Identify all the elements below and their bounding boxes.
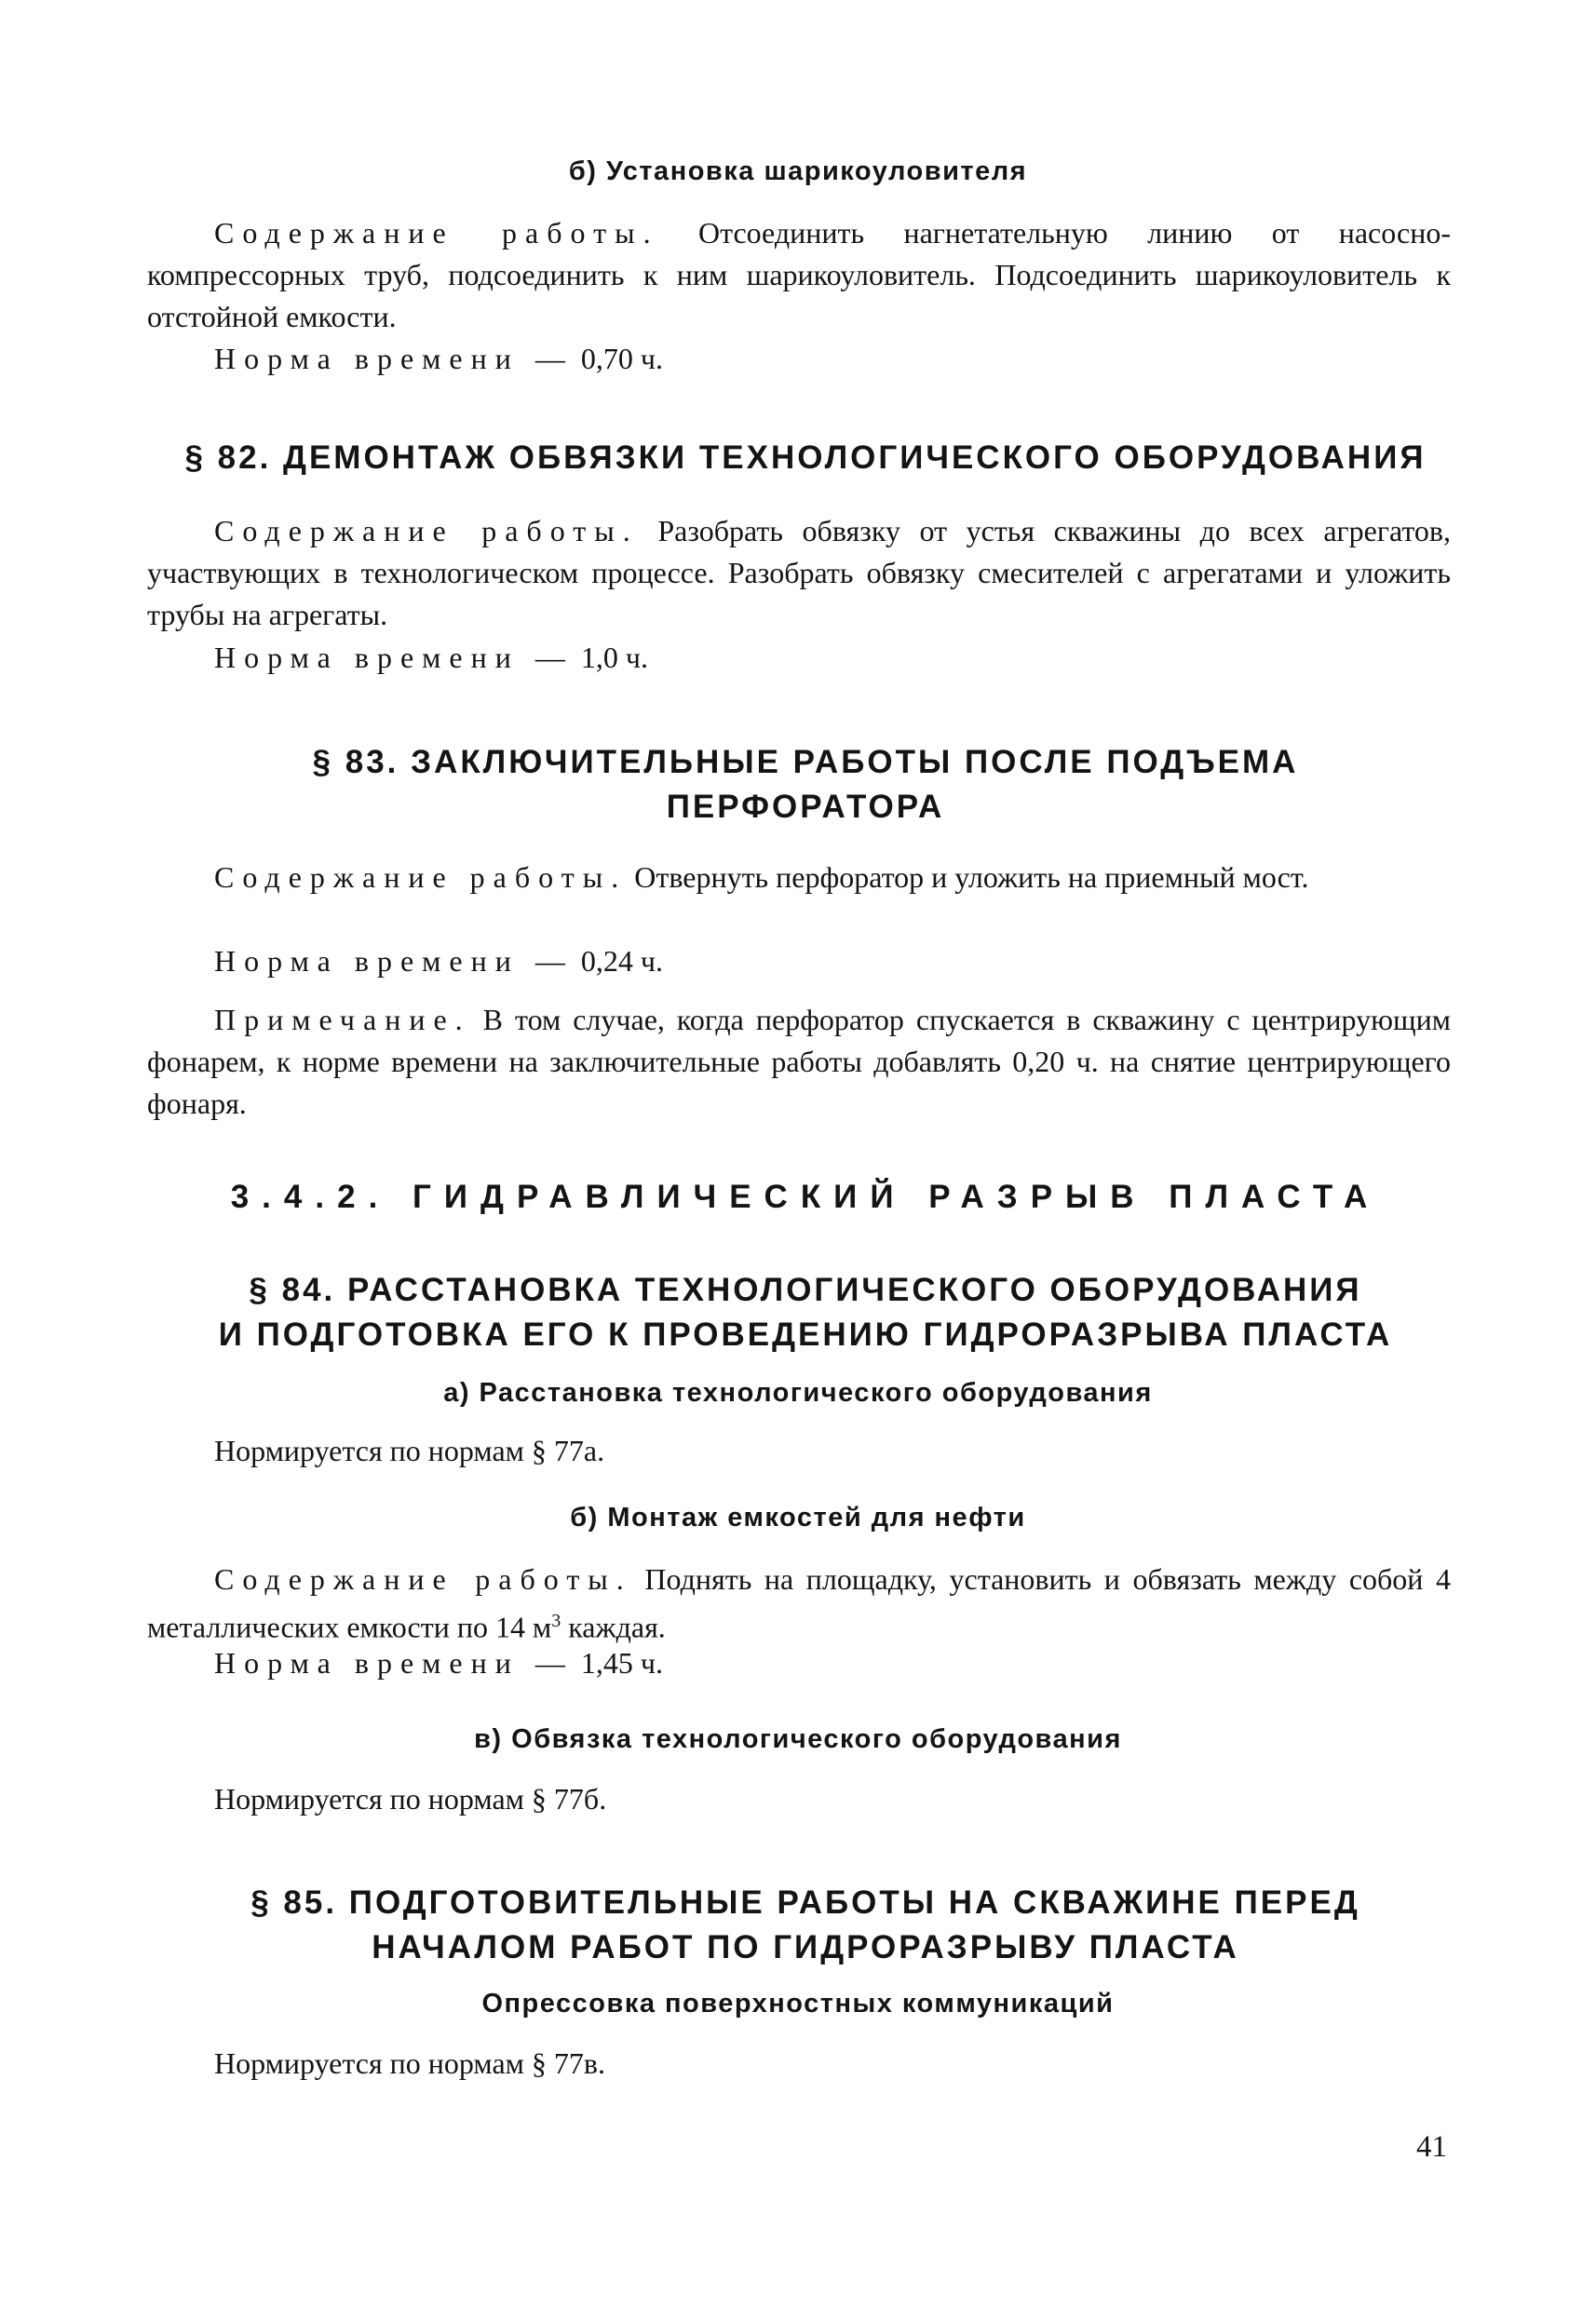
- section-85-title: [177, 1881, 1434, 1970]
- section-84-title: [177, 1268, 1434, 1357]
- section-83-title-line2: ПЕРФОРАТОРА: [666, 789, 945, 825]
- s82-content-paragraph: [147, 510, 1451, 636]
- s83-note-paragraph: [147, 999, 1451, 1125]
- s81b-time-norm: [214, 338, 1453, 380]
- page-number: 41: [1416, 2130, 1447, 2164]
- section-82-title: § 82. ДЕМОНТАЖ ОБВЯЗКИ ТЕХНОЛОГИЧЕСКОГО ОБОРУДОВАНИЯ: [184, 439, 1427, 476]
- chapter-342-title: 3.4.2. ГИДРАВЛИЧЕСКИЙ РАЗРЫВ ПЛАСТА: [230, 1179, 1381, 1215]
- s83-content-text: Отвернуть перфоратор и уложить на приемный мост.: [634, 860, 1309, 894]
- content-label: Содержание работы.: [214, 1562, 632, 1596]
- content-label: Содержание работы.: [214, 860, 628, 894]
- subsection-title-ball-catcher: б) Установка шарикоуловителя: [568, 156, 1028, 186]
- s81b-time-norm-value: 0,70 ч.: [580, 342, 663, 375]
- s84-sub-v-title: в) Обвязка технологического оборудования: [474, 1724, 1122, 1754]
- section-84-title-line1: § 84. РАССТАНОВКА ТЕХНОЛОГИЧЕСКОГО ОБОРУДОВАНИЯ: [249, 1272, 1362, 1308]
- s83-content-paragraph: [147, 857, 1451, 898]
- section-85-title-line2: НАЧАЛОМ РАБОТ ПО ГИДРОРАЗРЫВУ ПЛАСТА: [372, 1929, 1239, 1965]
- s84-sub-a-text: Нормируется по нормам § 77а.: [214, 1434, 605, 1467]
- time-norm-label: Норма времени —: [214, 944, 574, 978]
- s84-sub-a-title: а) Расстановка технологического оборудования: [443, 1378, 1153, 1408]
- superscript-3: 3: [551, 1611, 561, 1631]
- s84-sub-b-content-paragraph: [147, 1559, 1451, 1649]
- s82-content-text: Разобрать обвязку от устья скважины до всех агрегатов, участвующих в технологическом процессе. Разобрать обвязку смесителей с агрегатами и уложить трубы на агрегаты.: [147, 514, 1452, 631]
- s84-sub-b-content-tail: каждая.: [561, 1610, 666, 1644]
- s81b-content-text: Отсоединить нагнетательную линию от насосно-компрессорных труб, подсоединить к ним шарикоуловитель. Подсоединить шарикоуловитель к отстойной емкости.: [147, 216, 1451, 333]
- s84-sub-b-title: б) Монтаж емкостей для нефти: [570, 1503, 1026, 1533]
- s82-time-norm: [214, 637, 1453, 679]
- time-norm-label: Норма времени —: [214, 641, 574, 674]
- section-83-title-line1: § 83. ЗАКЛЮЧИТЕЛЬНЫЕ РАБОТЫ ПОСЛЕ ПОДЪЕМА: [312, 744, 1299, 780]
- s85-subtitle: Опрессовка поверхностных коммуникаций: [481, 1989, 1115, 2019]
- section-85-title-line1: § 85. ПОДГОТОВИТЕЛЬНЫЕ РАБОТЫ НА СКВАЖИНЕ ПЕРЕД: [250, 1884, 1360, 1921]
- s84-sub-v-text: Нормируется по нормам § 77б.: [214, 1782, 607, 1816]
- s84-sub-b-time-norm-value: 1,45 ч.: [580, 1646, 663, 1680]
- section-84-title-line2: И ПОДГОТОВКА ЕГО К ПРОВЕДЕНИЮ ГИДРОРАЗРЫВА ПЛАСТА: [218, 1317, 1393, 1353]
- s82-time-norm-value: 1,0 ч.: [580, 641, 648, 674]
- s84-sub-b-time-norm: [214, 1642, 1453, 1684]
- s85-text: Нормируется по нормам § 77в.: [214, 2046, 606, 2080]
- content-label: Содержание работы.: [214, 216, 659, 250]
- s84-sub-b-content-text: Поднять на площадку, установить и обвязать между собой 4 металлических емкости по 14 м: [147, 1562, 1452, 1644]
- s83-time-norm-value: 0,24 ч.: [580, 944, 663, 978]
- note-label: Примечание.: [214, 1003, 471, 1036]
- section-83-title: [177, 740, 1434, 830]
- content-label: Содержание работы.: [214, 514, 639, 547]
- s83-note-text: В том случае, когда перфоратор спускается в скважину с центрирующим фонарем, к норме времени на заключительные работы добавлять 0,20 ч. на снятие центрирующего фонаря.: [147, 1003, 1452, 1120]
- time-norm-label: Норма времени —: [214, 1646, 574, 1680]
- s83-time-norm: [214, 940, 1453, 982]
- time-norm-label: Норма времени —: [214, 342, 574, 375]
- s81b-content-paragraph: [147, 212, 1451, 338]
